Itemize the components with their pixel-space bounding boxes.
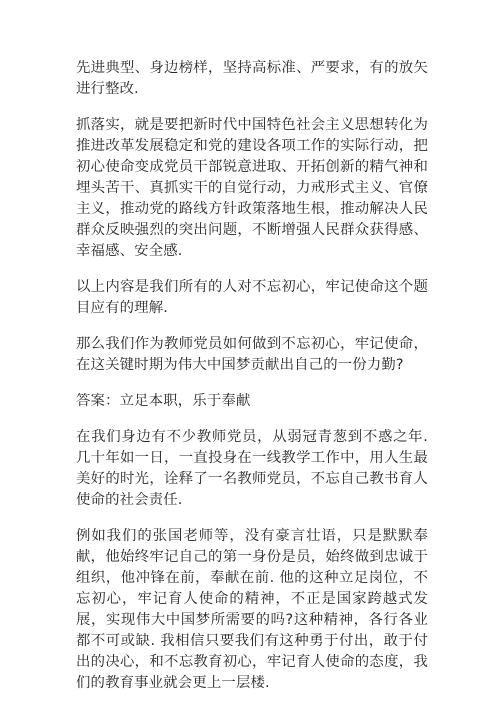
paragraph-implementation: 抓落实，就是要把新时代中国特色社会主义思想转化为推进改革发展稳定和党的建设各项工作的实际行动，把初心使命变成党员干部锐意进取、开拓创新的精气神和埋头苦干、真抓实干的自觉行动，力戒形式主义、官僚主义，推动党的路线方针政策落地生根，推动解决人民群众反映强烈的突出问题，不断增强人民群众获得感、幸福感、安全感. xyxy=(76,117,428,259)
paragraph-example: 例如我们的张国老师等，没有豪言壮语，只是默默奉献，他始终牢记自己的第一身份是员，始终做到忠诚于组织，他冲锋在前，奉献在前. 他的这种立足岗位，不忘初心，牢记育人使命的精神，不正是国家跨越式发展，实现伟大中国梦所需要的吗?这种精神，各行各业都不可或缺. 我相信只要我们有这种勇于付出，敢于付出的决心，和不忘教育初心，牢记育人使命的态度，我们的教育事业就会更上一层楼. xyxy=(76,528,428,691)
paragraph-rectification: 先进典型、身边榜样，坚持高标准、严要求，有的放矢进行整改. xyxy=(76,60,428,97)
paragraph-question: 那么我们作为教师党员如何做到不忘初心，牢记使命，在这关键时期为伟大中国梦贡献出自己的一份力勤? xyxy=(76,336,428,373)
paragraph-understanding: 以上内容是我们所有的人对不忘初心，牢记使命这个题目应有的理解. xyxy=(76,279,428,316)
document-body xyxy=(76,58,428,709)
paragraph-teachers: 在我们身边有不少教师党员，从弱冠青葱到不惑之年. 几十年如一日，一直投身在一线教学工作中，用人生最美好的时光，诠释了一名教师党员，不忘自己教书育人使命的社会责任. xyxy=(76,429,428,508)
paragraph-answer: 答案：立足本职，乐于奉献 xyxy=(76,393,251,409)
